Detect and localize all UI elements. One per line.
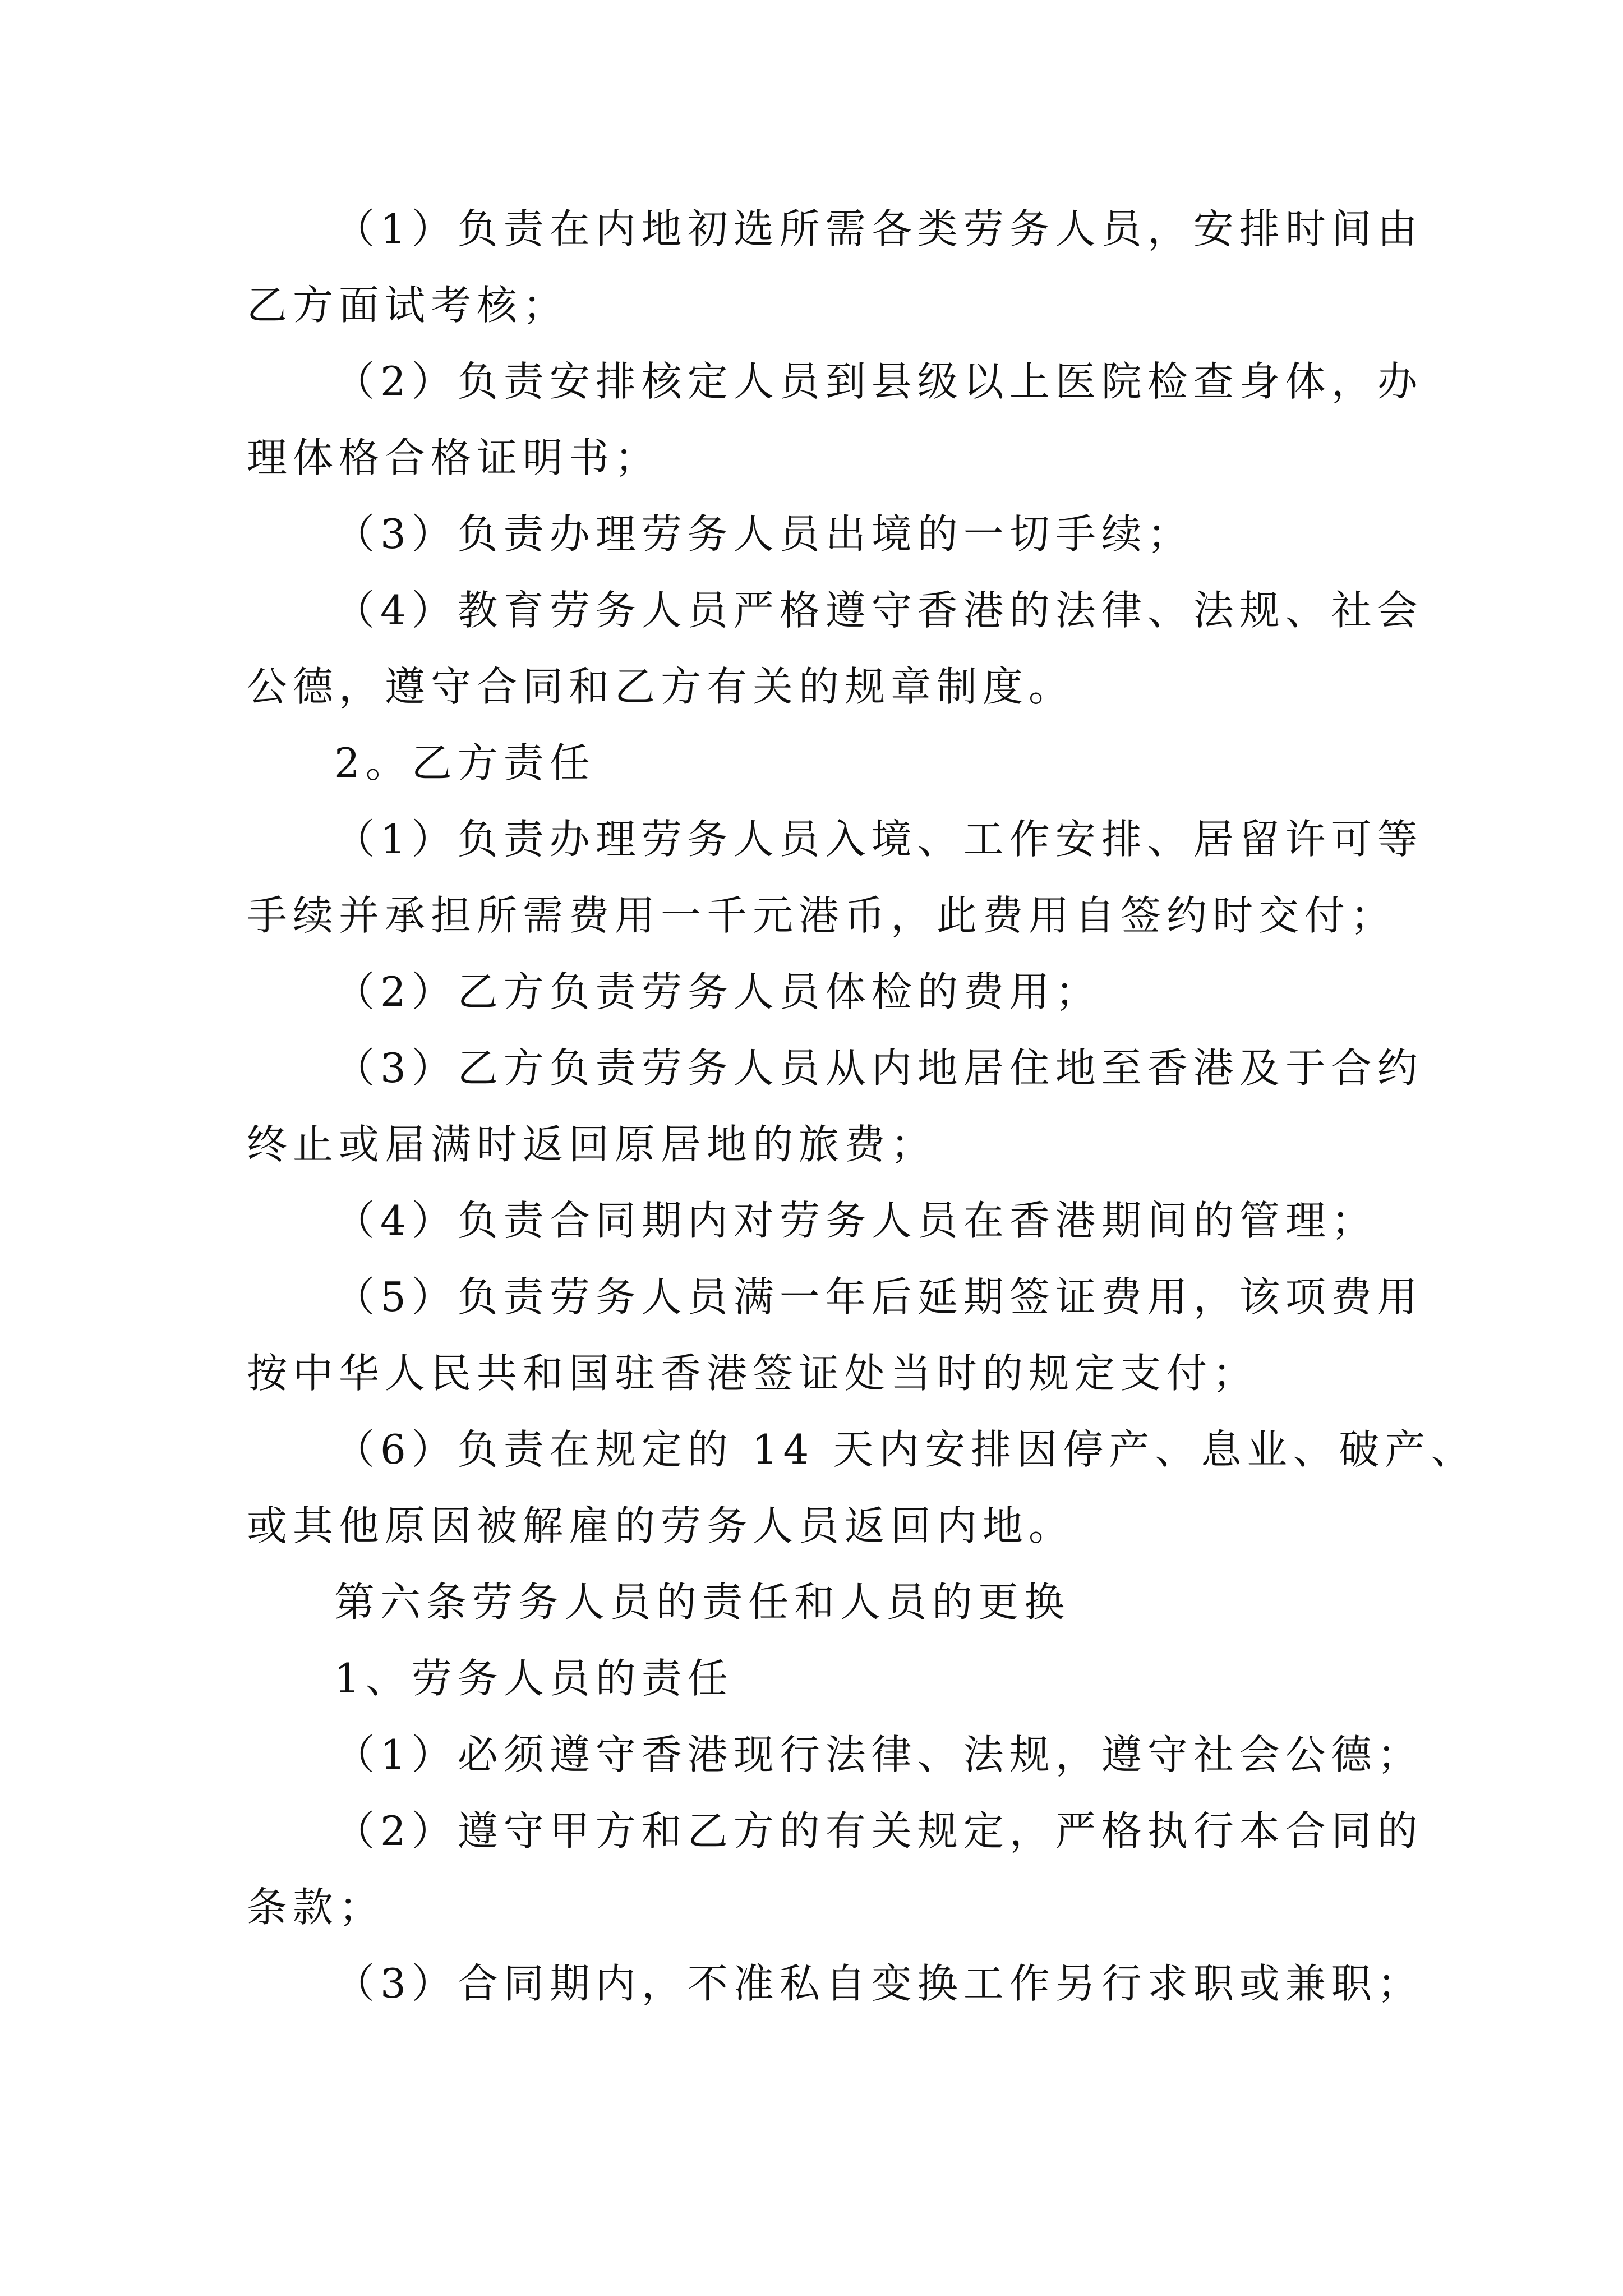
text-line-10: 手续并承担所需费用一千元港币，此费用自签约时交付； <box>247 892 1397 939</box>
section-heading-party-b: 2。乙方责任 <box>334 739 596 786</box>
article-heading-6: 第六条劳务人员的责任和人员的更换 <box>334 1579 1071 1626</box>
text-line-1: （1）负责在内地初选所需各类劳务人员，安排时间由 <box>334 205 1423 252</box>
text-line-9: （1）负责办理劳务人员入境、工作安排、居留许可等 <box>334 816 1423 863</box>
text-line-24: （3）合同期内，不准私自变换工作另行求职或兼职； <box>334 1960 1423 2007</box>
text-line-21: （1）必须遵守香港现行法律、法规，遵守社会公德； <box>334 1731 1423 1778</box>
text-line-12: （3）乙方负责劳务人员从内地居住地至香港及于合约 <box>334 1045 1423 1092</box>
text-line-2: 乙方面试考核； <box>247 282 569 329</box>
text-line-15: （5）负责劳务人员满一年后延期签证费用，该项费用 <box>334 1273 1423 1320</box>
text-line-23: 条款； <box>247 1884 385 1931</box>
text-line-17: （6）负责在规定的 14 天内安排因停产、息业、破产、 <box>334 1426 1477 1473</box>
text-line-13: 终止或届满时返回原居地的旅费； <box>247 1121 937 1168</box>
text-line-4: 理体格合格证明书； <box>247 434 661 481</box>
text-line-22: （2）遵守甲方和乙方的有关规定，严格执行本合同的 <box>334 1807 1423 1855</box>
text-line-6: （4）教育劳务人员严格遵守香港的法律、法规、社会 <box>334 587 1423 634</box>
subsection-heading-1: 1、劳务人员的责任 <box>334 1655 734 1702</box>
text-line-3: （2）负责安排核定人员到县级以上医院检查身体，办 <box>334 358 1423 405</box>
text-line-16: 按中华人民共和国驻香港签证处当时的规定支付； <box>247 1350 1259 1397</box>
text-line-7: 公德，遵守合同和乙方有关的规章制度。 <box>247 663 1075 710</box>
text-line-11: （2）乙方负责劳务人员体检的费用； <box>334 968 1101 1015</box>
text-line-5: （3）负责办理劳务人员出境的一切手续； <box>334 510 1193 558</box>
text-line-18: 或其他原因被解雇的劳务人员返回内地。 <box>247 1502 1075 1549</box>
text-line-14: （4）负责合同期内对劳务人员在香港期间的管理； <box>334 1197 1377 1244</box>
